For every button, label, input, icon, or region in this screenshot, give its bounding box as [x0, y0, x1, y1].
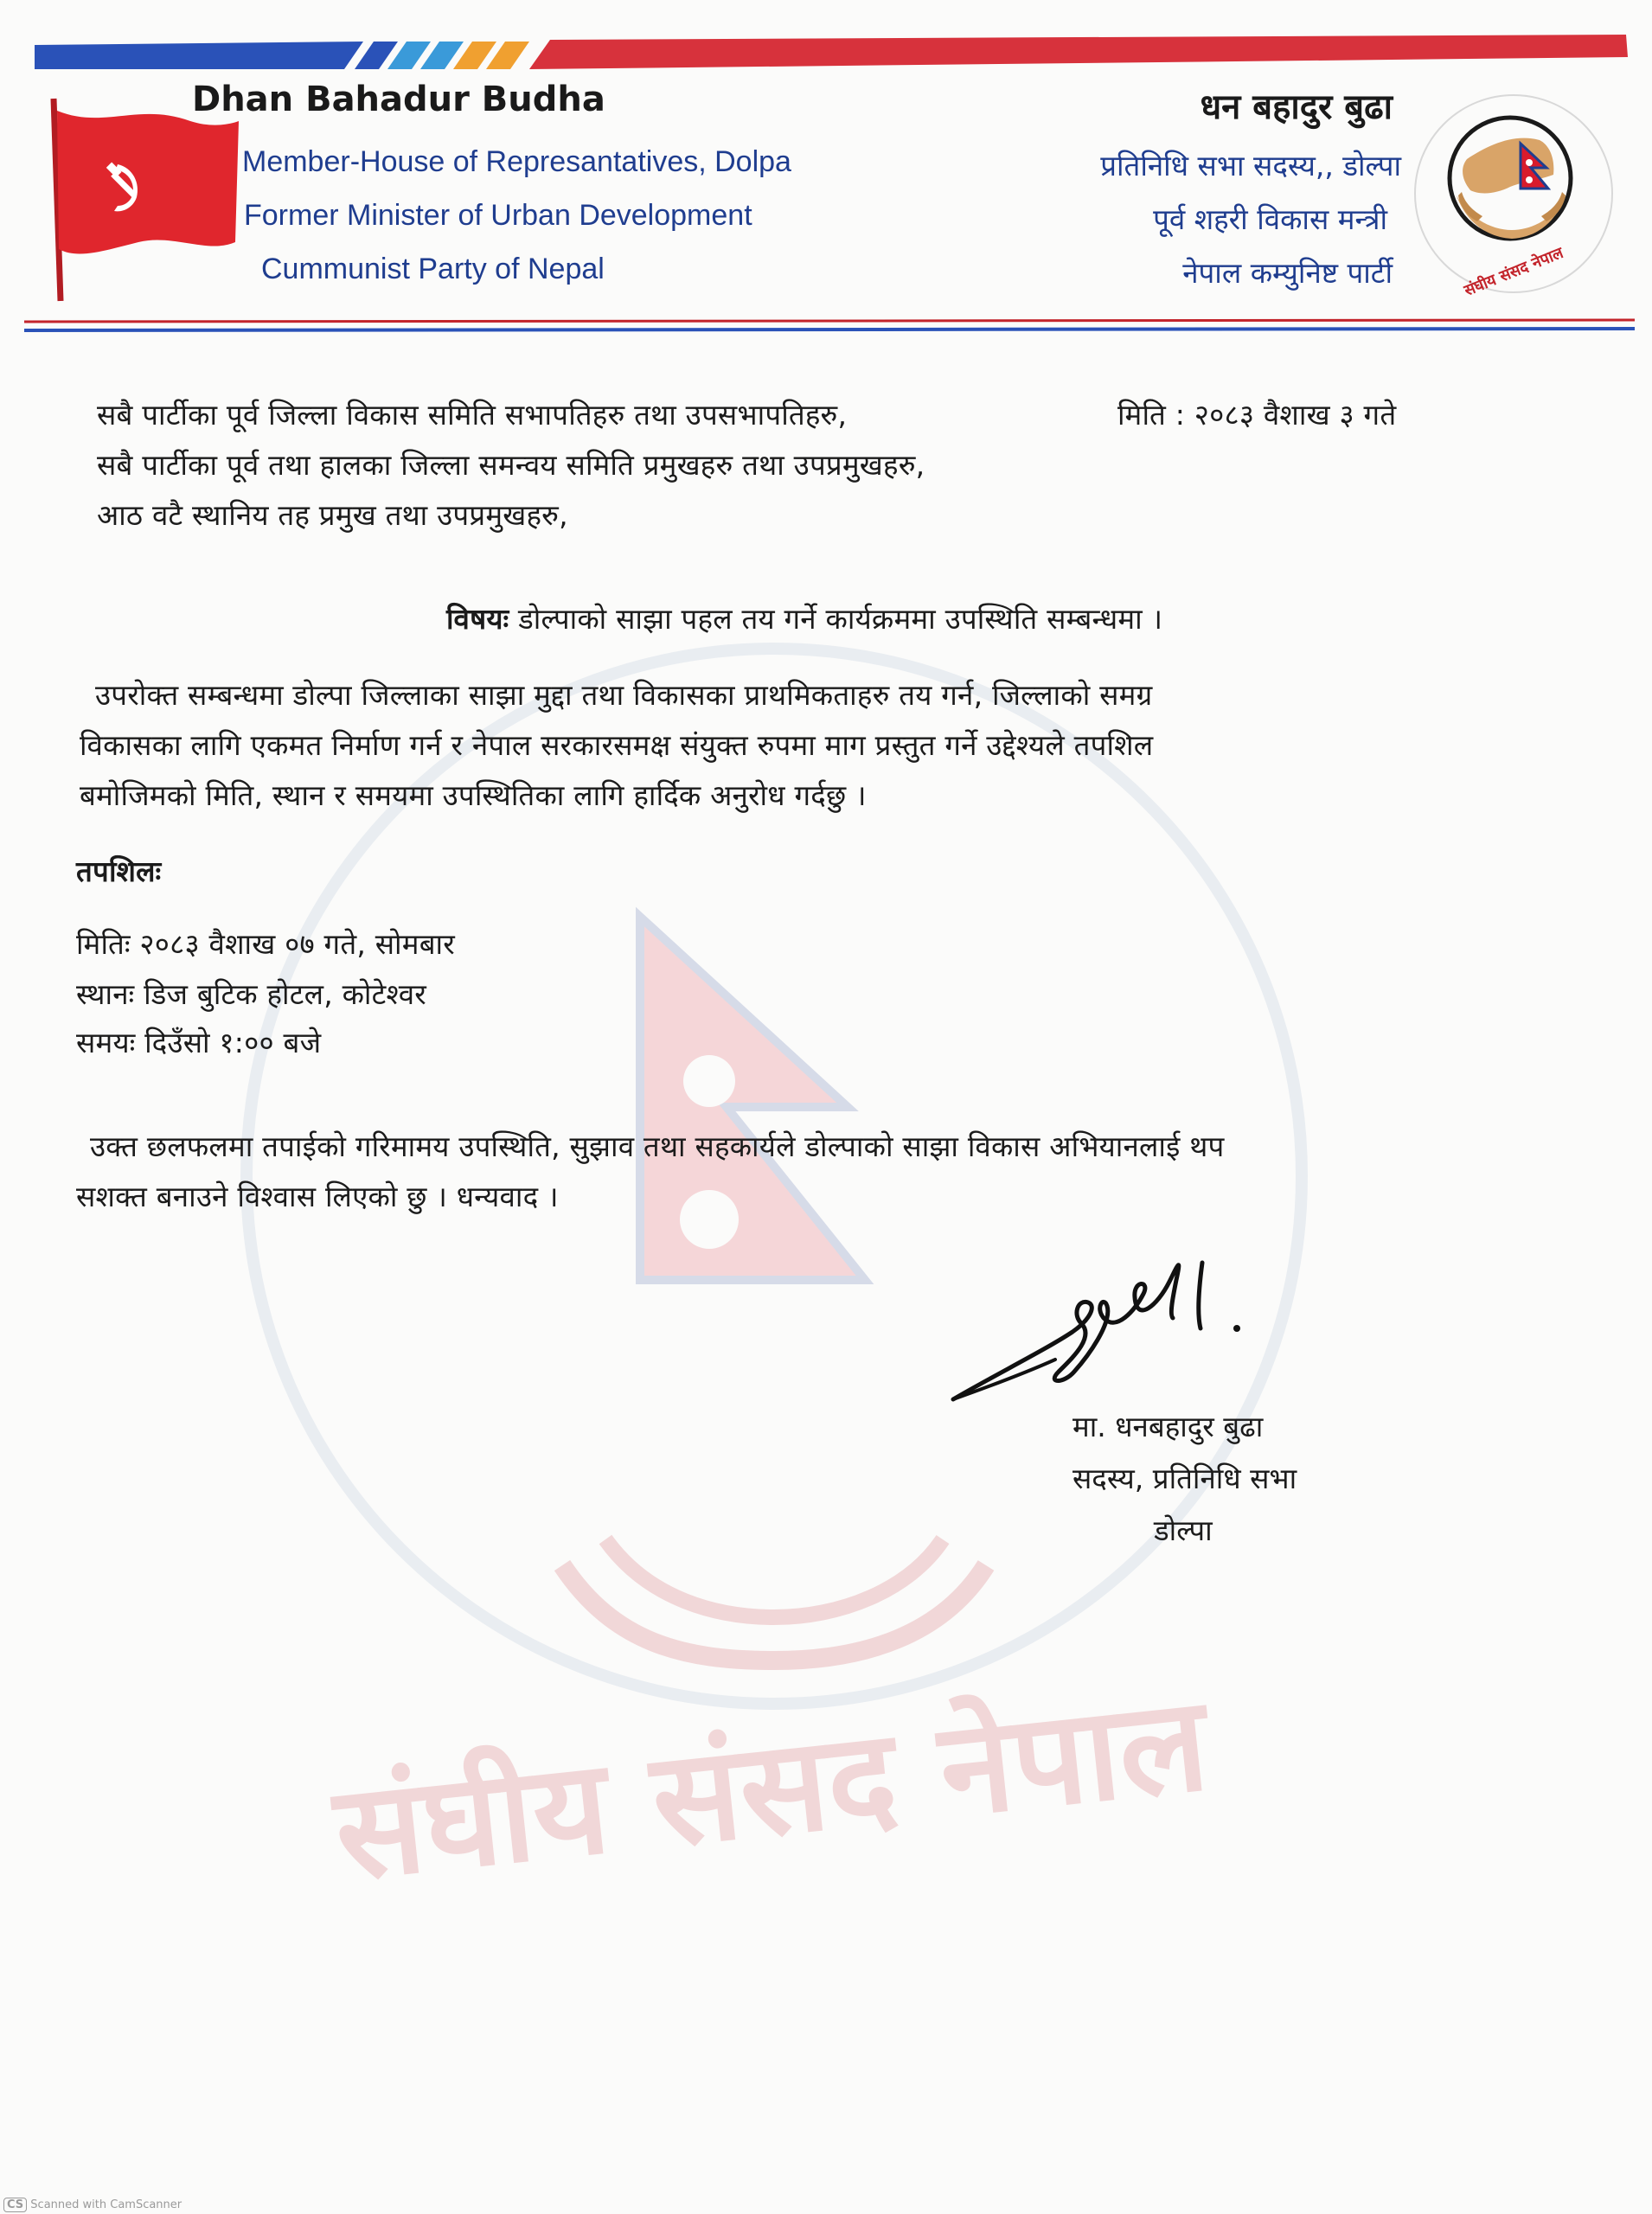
party-flag-logo	[35, 95, 251, 303]
letterhead-name-en: Dhan Bahadur Budha	[192, 80, 605, 119]
details-date: मितिः २०८३ वैशाख ०७ गते, सोमबार	[76, 927, 455, 961]
subject-text: डोल्पाको साझा पहल तय गर्ने कार्यक्रममा उपस्थिति सम्बन्धमा ।	[518, 602, 1163, 636]
letter-date: मिति : २०८३ वैशाख ३ गते	[1117, 398, 1397, 432]
signatory-name: मा. धनबहादुर बुढा	[1073, 1410, 1264, 1443]
letterhead-former-role-np: पूर्व शहरी विकास मन्त्री	[1153, 202, 1387, 236]
scanner-watermark-text: Scanned with CamScanner	[30, 2198, 182, 2211]
subject-label: विषयः	[446, 602, 509, 636]
scanner-watermark	[3, 2198, 182, 2212]
closing-line-2: सशक्त बनाउने विश्वास लिएको छु । धन्यवाद ।	[76, 1180, 559, 1213]
body-line-3: बमोजिमको मिति, स्थान र समयमा उपस्थितिका लागि हार्दिक अनुरोध गर्दछु ।	[80, 778, 867, 812]
header-top-band	[0, 0, 1652, 78]
handwritten-signature	[943, 1245, 1263, 1410]
body-line-2: विकासका लागि एकमत निर्माण गर्न र नेपाल सरकारसमक्ष संयुक्त रुपमा माग प्रस्तुत गर्ने उद्देश्यले तपशिल	[80, 728, 1154, 762]
body-line-1: उपरोक्त सम्बन्धमा डोल्पा जिल्लाका साझा मुद्दा तथा विकासका प्राथमिकताहरु तय गर्न, जिल्लाको समग्र	[95, 678, 1153, 712]
emblem-text: संघीय संसद नेपाल	[1461, 243, 1566, 300]
letterhead-position-en: Member-House of Represantatives, Dolpa	[242, 145, 791, 178]
addressee-line-2: सबै पार्टीका पूर्व तथा हालका जिल्ला समन्वय समिति प्रमुखहरु तथा उपप्रमुखहरु,	[97, 448, 925, 482]
letterhead-party-np: नेपाल कम्युनिष्ट पार्टी	[1182, 256, 1393, 290]
closing-line-1: उक्त छलफलमा तपाईको गरिमामय उपस्थिति, सुझाव तथा सहकार्यले डोल्पाको साझा विकास अभियानलाई थप	[90, 1129, 1225, 1163]
signatory-district: डोल्पा	[1154, 1513, 1213, 1547]
addressee-line-1: सबै पार्टीका पूर्व जिल्ला विकास समिति सभापतिहरु तथा उपसभापतिहरु,	[97, 398, 848, 432]
header-divider	[0, 317, 1652, 337]
details-place: स्थानः डिज बुटिक होटल, कोटेश्वर	[76, 977, 426, 1011]
watermark-text: संघीय संसद नेपाल	[328, 1668, 1214, 1910]
letterhead-party-en: Cummunist Party of Nepal	[261, 253, 605, 285]
details-heading: तपशिलः	[76, 854, 162, 888]
letterhead-position-np: प्रतिनिधि सभा सदस्य,, डोल्पा	[1100, 149, 1401, 182]
subject-line	[446, 598, 1162, 637]
letterhead-former-role-en: Former Minister of Urban Development	[244, 199, 752, 232]
signatory-title: सदस्य, प्रतिनिधि सभा	[1073, 1462, 1297, 1495]
addressee-line-3: आठ वटै स्थानिय तह प्रमुख तथा उपप्रमुखहरु,	[97, 498, 568, 532]
camscanner-logo-icon: CS	[3, 2198, 27, 2212]
letterhead-name-np: धन बहादुर बुढा	[1200, 87, 1393, 127]
parliament-emblem	[1410, 90, 1617, 315]
details-time: समयः दिउँसो १:०० बजे	[76, 1026, 322, 1059]
